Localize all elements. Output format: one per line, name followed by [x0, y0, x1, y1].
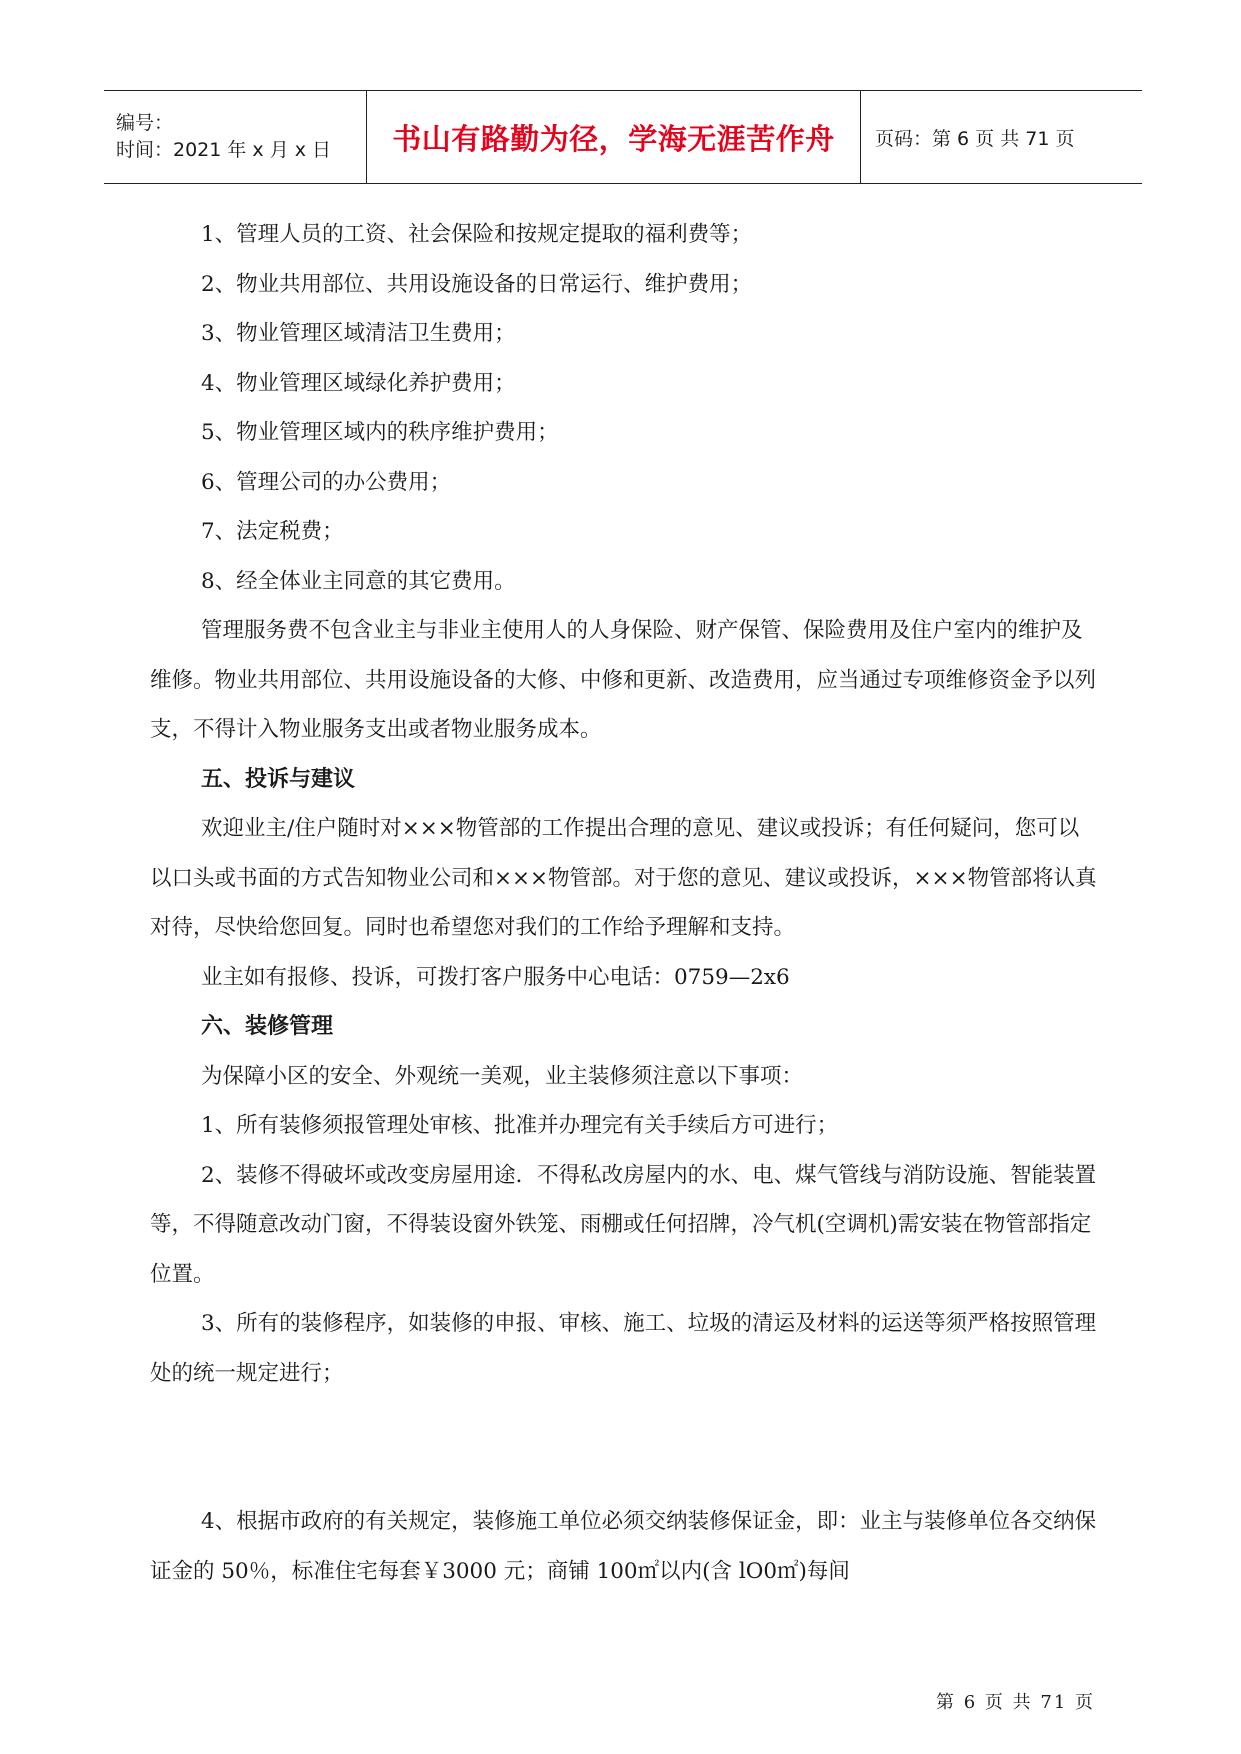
renovation-item-4: 4、根据市政府的有关规定，装修施工单位必须交纳装修保证金，即：业主与装修单位各交纳保证金的 50％，标准住宅每套￥3000 元；商铺 100㎡以内(含 lO0㎡)每间 — [150, 1509, 1097, 1584]
list-item: 3、物业管理区域清洁卫生费用； — [201, 321, 516, 346]
document-body — [150, 210, 1100, 1596]
service-phone-paragraph: 业主如有报修、投诉，可拨打客户服务中心电话：0759—2x6 — [201, 964, 790, 990]
document-number-label: 编号： — [116, 112, 174, 134]
list-item: 2、物业共用部位、共用设施设备的日常运行、维护费用； — [201, 271, 753, 297]
renovation-intro: 为保障小区的安全、外观统一美观，业主装修须注意以下事项： — [201, 1063, 804, 1089]
list-item: 8、经全体业主同意的其它费用。 — [201, 568, 516, 594]
section-heading-renovation: 六、装修管理 — [201, 1014, 334, 1039]
blank-gap — [150, 1398, 1100, 1497]
section-heading-complaints: 五、投诉与建议 — [201, 766, 356, 792]
complaints-paragraph: 欢迎业主/住户随时对×××物管部的工作提出合理的意见、建议或投诉；有任何疑问，您可以以口头或书面的方式告知物业公司和×××物管部。对于您的意见、建议或投诉，×××物管部将认真对待，尽快给您回复。同时也希望您对我们的工作给予理解和支持。 — [150, 816, 1097, 940]
list-item: 5、物业管理区域内的秩序维护费用； — [201, 420, 559, 445]
document-time-label: 时间：2021 年 x 月 x 日 — [116, 139, 332, 161]
renovation-item-1: 1、所有装修须报管理处审核、批准并办理完有关手续后方可进行； — [201, 1113, 839, 1138]
header-page-info: 页码：第 6 页 共 71 页 — [875, 127, 1075, 150]
list-item: 6、管理公司的办公费用； — [201, 469, 452, 495]
list-item: 7、法定税费； — [201, 519, 344, 544]
page-header — [104, 90, 1142, 184]
header-motto: 书山有路勤为径，学海无涯苦作舟 — [367, 91, 861, 183]
renovation-item-3: 3、所有的装修程序，如装修的申报、审核、施工、垃圾的清运及材料的运送等须严格按照管理处的统一规定进行； — [150, 1311, 1097, 1386]
page-footer: 第 6 页 共 71 页 — [936, 1692, 1095, 1713]
fee-exclusion-paragraph: 管理服务费不包含业主与非业主使用人的人身保险、财产保管、保险费用及住户室内的维护及维修。物业共用部位、共用设施设备的大修、中修和更新、改造费用，应当通过专项维修资金予以列支，不得计入物业服务支出或者物业服务成本。 — [150, 618, 1097, 742]
list-item: 4、物业管理区域绿化养护费用； — [201, 370, 516, 396]
renovation-item-2: 2、装修不得破坏或改变房屋用途．不得私改房屋内的水、电、煤气管线与消防设施、智能装置等，不得随意改动门窗，不得装设窗外铁笼、雨棚或任何招牌，冷气机(空调机)需安装在物管部指定位置。 — [150, 1162, 1097, 1287]
header-meta — [104, 91, 367, 183]
list-item: 1、管理人员的工资、社会保险和按规定提取的福利费等； — [201, 222, 753, 247]
